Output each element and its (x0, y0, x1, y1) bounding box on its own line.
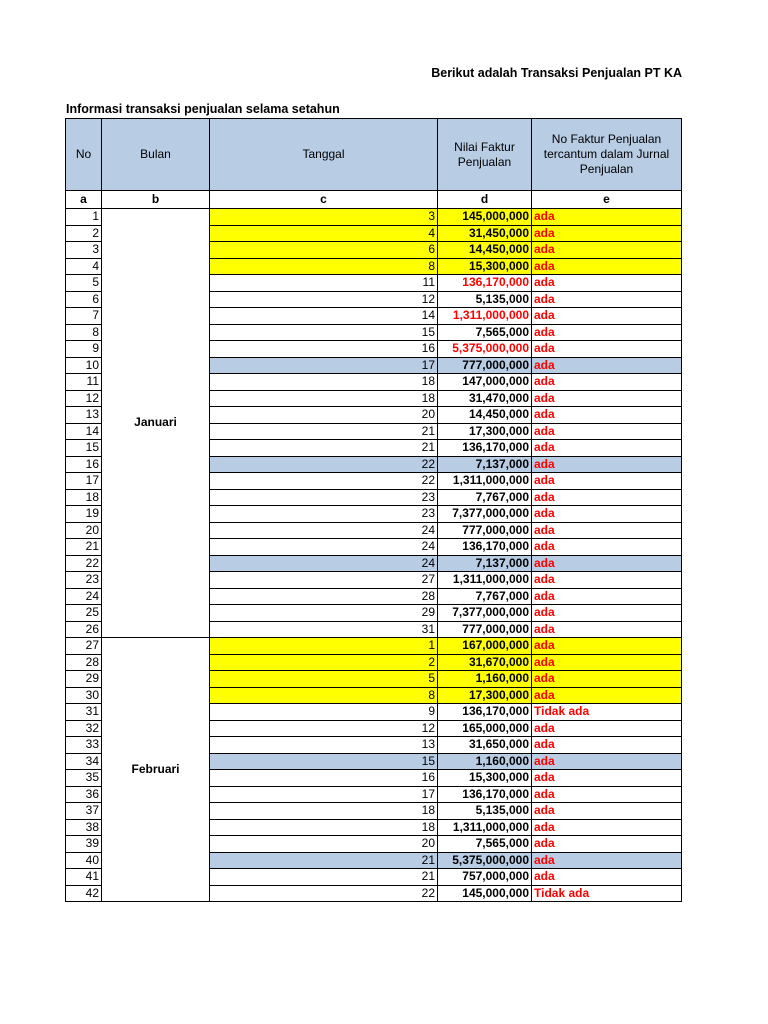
cell-nilai-faktur: 5,135,000 (438, 803, 532, 820)
cell-status-faktur: ada (532, 654, 682, 671)
cell-tanggal: 1 (210, 638, 438, 655)
cell-no: 6 (66, 291, 102, 308)
cell-no: 33 (66, 737, 102, 754)
cell-nilai-faktur: 167,000,000 (438, 638, 532, 655)
cell-no: 1 (66, 209, 102, 226)
cell-no: 18 (66, 489, 102, 506)
cell-status-faktur: ada (532, 275, 682, 292)
cell-no: 37 (66, 803, 102, 820)
cell-tanggal: 22 (210, 473, 438, 490)
cell-nilai-faktur: 1,160,000 (438, 753, 532, 770)
cell-no: 16 (66, 456, 102, 473)
cell-nilai-faktur: 1,311,000,000 (438, 308, 532, 325)
cell-no: 11 (66, 374, 102, 391)
cell-status-faktur: ada (532, 357, 682, 374)
cell-status-faktur: ada (532, 374, 682, 391)
cell-status-faktur: ada (532, 588, 682, 605)
cell-nilai-faktur: 136,170,000 (438, 539, 532, 556)
cell-tanggal: 14 (210, 308, 438, 325)
cell-no: 7 (66, 308, 102, 325)
cell-no: 8 (66, 324, 102, 341)
sheet-subtitle: Informasi transaksi penjualan selama setahun (66, 102, 340, 116)
cell-tanggal: 21 (210, 440, 438, 457)
cell-nilai-faktur: 14,450,000 (438, 407, 532, 424)
cell-nilai-faktur: 1,311,000,000 (438, 819, 532, 836)
column-letter: d (438, 191, 532, 209)
cell-tanggal: 20 (210, 407, 438, 424)
cell-status-faktur: ada (532, 390, 682, 407)
cell-nilai-faktur: 15,300,000 (438, 258, 532, 275)
cell-status-faktur: Tidak ada (532, 704, 682, 721)
cell-no: 26 (66, 621, 102, 638)
cell-no: 25 (66, 605, 102, 622)
header-row (66, 119, 682, 191)
cell-tanggal: 6 (210, 242, 438, 259)
cell-status-faktur: ada (532, 225, 682, 242)
cell-no: 41 (66, 869, 102, 886)
cell-tanggal: 13 (210, 737, 438, 754)
cell-status-faktur: ada (532, 456, 682, 473)
cell-nilai-faktur: 7,767,000 (438, 588, 532, 605)
cell-no: 14 (66, 423, 102, 440)
cell-no: 35 (66, 770, 102, 787)
cell-status-faktur: ada (532, 258, 682, 275)
cell-tanggal: 4 (210, 225, 438, 242)
cell-status-faktur: ada (532, 605, 682, 622)
cell-no: 15 (66, 440, 102, 457)
cell-tanggal: 29 (210, 605, 438, 622)
cell-tanggal: 31 (210, 621, 438, 638)
cell-status-faktur: ada (532, 819, 682, 836)
cell-tanggal: 24 (210, 555, 438, 572)
cell-no: 27 (66, 638, 102, 655)
cell-no: 9 (66, 341, 102, 358)
cell-nilai-faktur: 165,000,000 (438, 720, 532, 737)
cell-no: 29 (66, 671, 102, 688)
cell-nilai-faktur: 1,160,000 (438, 671, 532, 688)
cell-status-faktur: ada (532, 473, 682, 490)
cell-tanggal: 12 (210, 720, 438, 737)
cell-status-faktur: ada (532, 324, 682, 341)
column-letter: e (532, 191, 682, 209)
cell-tanggal: 12 (210, 291, 438, 308)
cell-tanggal: 20 (210, 836, 438, 853)
cell-no: 39 (66, 836, 102, 853)
cell-tanggal: 22 (210, 885, 438, 902)
cell-no: 31 (66, 704, 102, 721)
cell-tanggal: 23 (210, 506, 438, 523)
cell-no: 38 (66, 819, 102, 836)
cell-tanggal: 18 (210, 819, 438, 836)
cell-status-faktur: ada (532, 786, 682, 803)
cell-nilai-faktur: 15,300,000 (438, 770, 532, 787)
cell-nilai-faktur: 5,135,000 (438, 291, 532, 308)
cell-tanggal: 16 (210, 341, 438, 358)
cell-status-faktur: Tidak ada (532, 885, 682, 902)
cell-nilai-faktur: 136,170,000 (438, 786, 532, 803)
cell-nilai-faktur: 14,450,000 (438, 242, 532, 259)
cell-tanggal: 8 (210, 687, 438, 704)
cell-tanggal: 24 (210, 539, 438, 556)
cell-status-faktur: ada (532, 555, 682, 572)
cell-tanggal: 15 (210, 753, 438, 770)
cell-no: 3 (66, 242, 102, 259)
column-letter-row (66, 191, 682, 209)
cell-status-faktur: ada (532, 209, 682, 226)
header-nilai-faktur: Nilai Faktur Penjualan (438, 119, 532, 191)
cell-no: 40 (66, 852, 102, 869)
cell-tanggal: 18 (210, 374, 438, 391)
cell-nilai-faktur: 17,300,000 (438, 687, 532, 704)
cell-status-faktur: ada (532, 869, 682, 886)
cell-status-faktur: ada (532, 572, 682, 589)
cell-status-faktur: ada (532, 621, 682, 638)
cell-no: 4 (66, 258, 102, 275)
cell-no: 10 (66, 357, 102, 374)
cell-nilai-faktur: 7,137,000 (438, 555, 532, 572)
cell-no: 23 (66, 572, 102, 589)
cell-no: 21 (66, 539, 102, 556)
cell-nilai-faktur: 777,000,000 (438, 621, 532, 638)
cell-status-faktur: ada (532, 341, 682, 358)
header-no-faktur: No Faktur Penjualan tercantum dalam Jurnal Penjualan (532, 119, 682, 191)
cell-nilai-faktur: 777,000,000 (438, 522, 532, 539)
cell-no: 42 (66, 885, 102, 902)
cell-status-faktur: ada (532, 803, 682, 820)
cell-nilai-faktur: 7,377,000,000 (438, 506, 532, 523)
cell-status-faktur: ada (532, 687, 682, 704)
cell-nilai-faktur: 777,000,000 (438, 357, 532, 374)
cell-nilai-faktur: 145,000,000 (438, 209, 532, 226)
cell-tanggal: 11 (210, 275, 438, 292)
column-letter: c (210, 191, 438, 209)
cell-status-faktur: ada (532, 489, 682, 506)
cell-no: 13 (66, 407, 102, 424)
cell-no: 20 (66, 522, 102, 539)
cell-nilai-faktur: 31,670,000 (438, 654, 532, 671)
cell-nilai-faktur: 7,137,000 (438, 456, 532, 473)
cell-nilai-faktur: 145,000,000 (438, 885, 532, 902)
cell-bulan: Januari (102, 209, 210, 638)
cell-tanggal: 21 (210, 869, 438, 886)
cell-nilai-faktur: 17,300,000 (438, 423, 532, 440)
cell-nilai-faktur: 31,470,000 (438, 390, 532, 407)
cell-bulan: Februari (102, 638, 210, 902)
cell-status-faktur: ada (532, 753, 682, 770)
cell-status-faktur: ada (532, 770, 682, 787)
table-row (66, 209, 682, 226)
cell-status-faktur: ada (532, 539, 682, 556)
cell-no: 36 (66, 786, 102, 803)
header-no: No (66, 119, 102, 191)
cell-status-faktur: ada (532, 638, 682, 655)
cell-tanggal: 9 (210, 704, 438, 721)
cell-nilai-faktur: 7,565,000 (438, 836, 532, 853)
cell-tanggal: 18 (210, 803, 438, 820)
cell-tanggal: 21 (210, 423, 438, 440)
cell-tanggal: 3 (210, 209, 438, 226)
cell-nilai-faktur: 7,767,000 (438, 489, 532, 506)
cell-status-faktur: ada (532, 737, 682, 754)
cell-no: 28 (66, 654, 102, 671)
cell-no: 30 (66, 687, 102, 704)
cell-nilai-faktur: 31,650,000 (438, 737, 532, 754)
cell-status-faktur: ada (532, 291, 682, 308)
cell-nilai-faktur: 136,170,000 (438, 275, 532, 292)
cell-nilai-faktur: 147,000,000 (438, 374, 532, 391)
cell-nilai-faktur: 136,170,000 (438, 440, 532, 457)
header-bulan: Bulan (102, 119, 210, 191)
cell-nilai-faktur: 7,377,000,000 (438, 605, 532, 622)
column-letter: a (66, 191, 102, 209)
cell-no: 24 (66, 588, 102, 605)
column-letter: b (102, 191, 210, 209)
cell-status-faktur: ada (532, 671, 682, 688)
table-row (66, 638, 682, 655)
header-tanggal: Tanggal (210, 119, 438, 191)
cell-status-faktur: ada (532, 423, 682, 440)
cell-no: 17 (66, 473, 102, 490)
cell-tanggal: 18 (210, 390, 438, 407)
cell-tanggal: 8 (210, 258, 438, 275)
cell-nilai-faktur: 1,311,000,000 (438, 572, 532, 589)
cell-status-faktur: ada (532, 852, 682, 869)
cell-no: 19 (66, 506, 102, 523)
cell-nilai-faktur: 757,000,000 (438, 869, 532, 886)
cell-nilai-faktur: 7,565,000 (438, 324, 532, 341)
cell-status-faktur: ada (532, 308, 682, 325)
cell-tanggal: 23 (210, 489, 438, 506)
cell-nilai-faktur: 5,375,000,000 (438, 852, 532, 869)
cell-no: 22 (66, 555, 102, 572)
cell-nilai-faktur: 136,170,000 (438, 704, 532, 721)
cell-status-faktur: ada (532, 836, 682, 853)
cell-nilai-faktur: 5,375,000,000 (438, 341, 532, 358)
cell-no: 12 (66, 390, 102, 407)
cell-status-faktur: ada (532, 242, 682, 259)
cell-tanggal: 15 (210, 324, 438, 341)
cell-no: 32 (66, 720, 102, 737)
cell-status-faktur: ada (532, 407, 682, 424)
cell-tanggal: 21 (210, 852, 438, 869)
cell-no: 2 (66, 225, 102, 242)
cell-tanggal: 24 (210, 522, 438, 539)
transactions-table (65, 118, 682, 902)
cell-tanggal: 16 (210, 770, 438, 787)
cell-tanggal: 17 (210, 786, 438, 803)
cell-status-faktur: ada (532, 506, 682, 523)
cell-no: 34 (66, 753, 102, 770)
cell-status-faktur: ada (532, 522, 682, 539)
table-body (66, 191, 682, 902)
cell-tanggal: 22 (210, 456, 438, 473)
cell-no: 5 (66, 275, 102, 292)
cell-status-faktur: ada (532, 720, 682, 737)
cell-tanggal: 28 (210, 588, 438, 605)
cell-nilai-faktur: 31,450,000 (438, 225, 532, 242)
cell-status-faktur: ada (532, 440, 682, 457)
cell-tanggal: 5 (210, 671, 438, 688)
cell-tanggal: 17 (210, 357, 438, 374)
cell-tanggal: 27 (210, 572, 438, 589)
cell-tanggal: 2 (210, 654, 438, 671)
sheet-title: Berikut adalah Transaksi Penjualan PT KA (431, 66, 682, 80)
cell-nilai-faktur: 1,311,000,000 (438, 473, 532, 490)
